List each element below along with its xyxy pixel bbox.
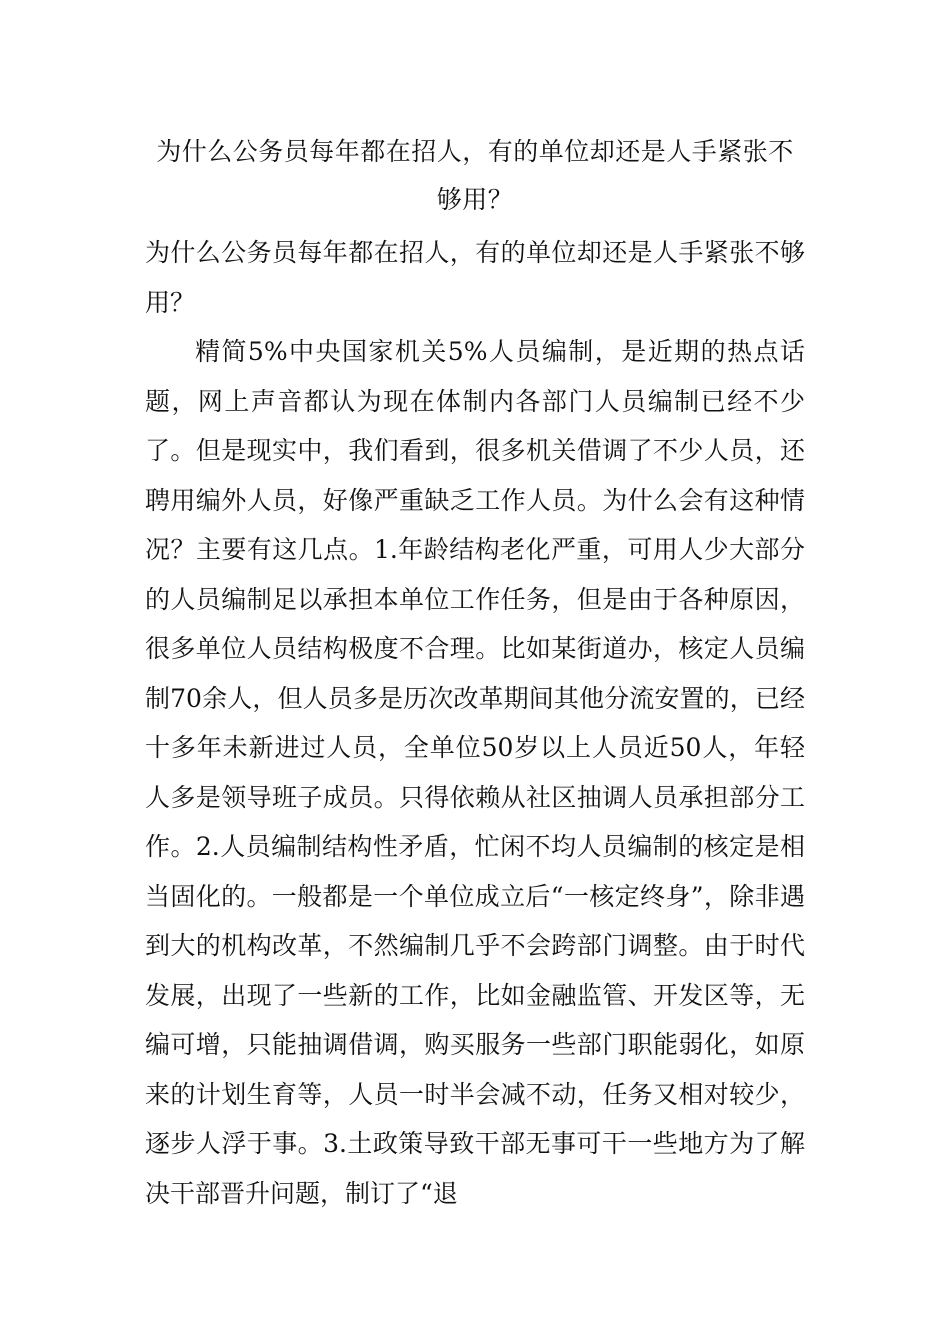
document-body [145, 228, 805, 1218]
document-subtitle: 为什么公务员每年都在招人，有的单位却还是人手紧张不够用？ [145, 238, 805, 317]
body-paragraph: 精简5%中央国家机关5%人员编制，是近期的热点话题，网上声音都认为现在体制内各部门人员编制已经不少了。但是现实中，我们看到，很多机关借调了不少人员，还聘用编外人员，好像严重缺乏工作人员。为什么会有这种情况？主要有这几点。1.年龄结构老化严重，可用人少大部分的人员编制足以承担本单位工作任务，但是由于各种原因，很多单位人员结构极度不合理。比如某街道办，核定人员编制70余人，但人员多是历次改革期间其他分流安置的，已经十多年未新进过人员，全单位50岁以上人员近50人，年轻人多是领导班子成员。只得依赖从社区抽调人员承担部分工作。2.人员编制结构性矛盾，忙闲不均人员编制的核定是相当固化的。一般都是一个单位成立后“一核定终身”，除非遇到大的机构改革，不然编制几乎不会跨部门调整。由于时代发展，出现了一些新的工作，比如金融监管、开发区等，无编可增，只能抽调借调，购买服务一些部门职能弱化，如原来的计划生育等，人员一时半会减不动，任务又相对较少，逐步人浮于事。3.土政策导致干部无事可干一些地方为了解决干部晋升问题，制订了“退 [145, 337, 805, 1208]
document-title: 为什么公务员每年都在招人，有的单位却还是人手紧张不够用？ [156, 137, 794, 214]
